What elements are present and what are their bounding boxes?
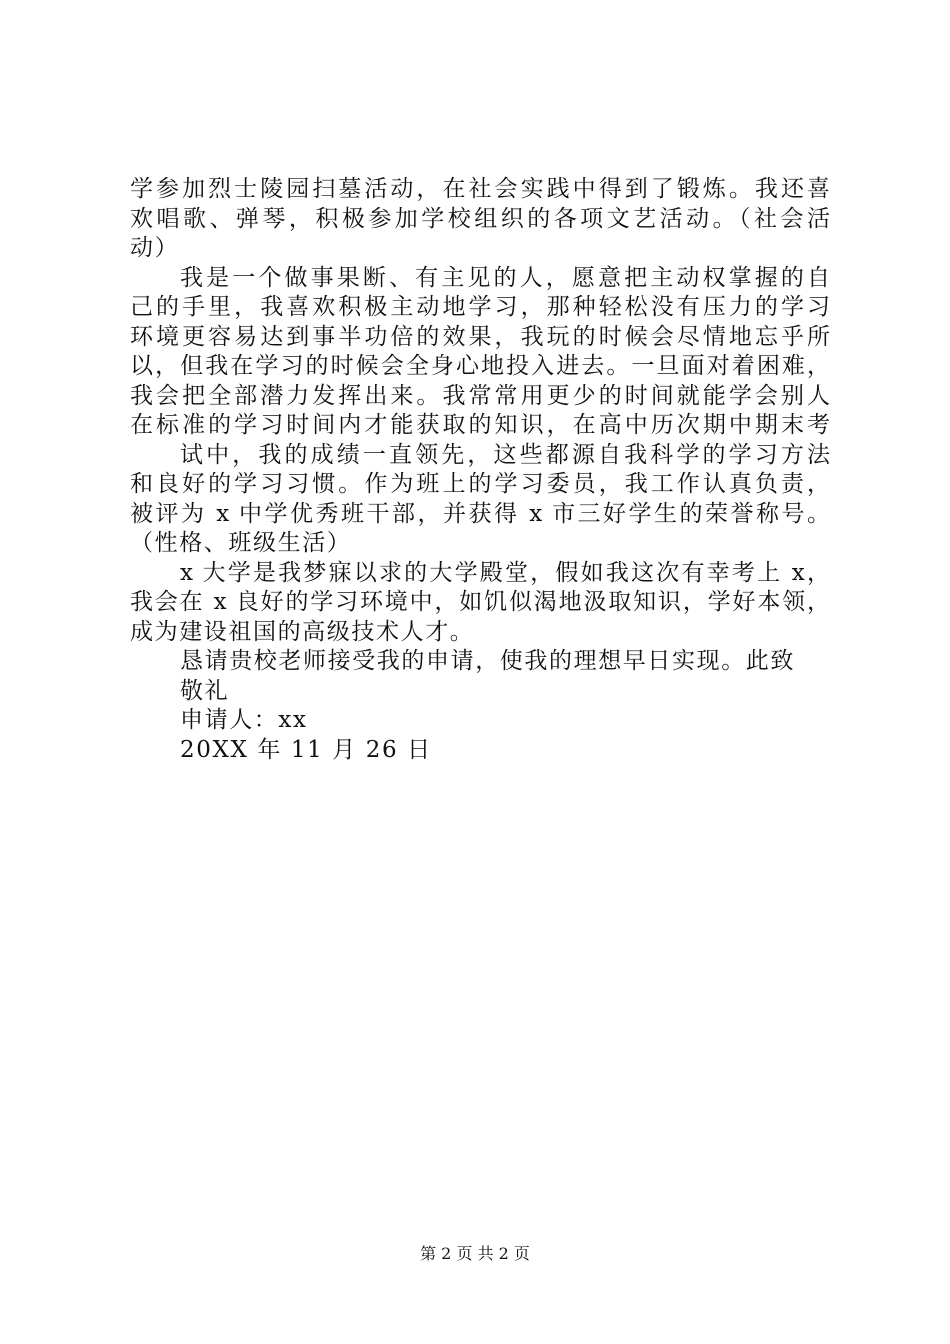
text-line: 被评为 x 中学优秀班干部，并获得 x 市三好学生的荣誉称号。 <box>130 500 830 527</box>
text-line: 敬礼 <box>180 677 230 704</box>
text-line: 我是一个做事果断、有主见的人，愿意把主动权掌握的自 <box>180 264 830 291</box>
text-line: 我会把全部潜力发挥出来。我常常用更少的时间就能学会别人 <box>130 382 830 409</box>
text-line: 以，但我在学习的时候会全身心地投入进去。一旦面对着困难， <box>130 353 830 379</box>
text-line: 20XX 年 11 月 26 日 <box>180 736 432 763</box>
text-line: 申请人：xx <box>180 707 308 733</box>
text-line: 我会在 x 良好的学习环境中，如饥似渴地汲取知识，学好本领， <box>130 589 830 615</box>
text-line: 和良好的学习习惯。作为班上的学习委员，我工作认真负责， <box>130 471 830 497</box>
text-line: 在标准的学习时间内才能获取的知识，在高中历次期中期末考 <box>130 412 830 438</box>
page-footer: 第 2 页 共 2 页 <box>420 1244 530 1263</box>
document-body <box>130 175 830 765</box>
text-line: 试中，我的成绩一直领先，这些都源自我科学的学习方法 <box>180 441 830 468</box>
text-line: 己的手里，我喜欢积极主动地学习，那种轻松没有压力的学习 <box>130 294 830 320</box>
text-line: 成为建设祖国的高级技术人才。 <box>130 618 475 645</box>
text-line: 环境更容易达到事半功倍的效果，我玩的时候会尽情地忘乎所 <box>130 323 830 350</box>
text-line: （性格、班级生活） <box>130 530 352 556</box>
text-line: 动） <box>130 235 180 261</box>
text-line: 恳请贵校老师接受我的申请，使我的理想早日实现。此致 <box>180 648 795 674</box>
text-line: 学参加烈士陵园扫墓活动，在社会实践中得到了锻炼。我还喜 <box>130 176 830 202</box>
text-line: x 大学是我梦寐以求的大学殿堂，假如我这次有幸考上 x， <box>180 559 830 586</box>
text-line: 欢唱歌、弹琴，积极参加学校组织的各项文艺活动。（社会活 <box>130 205 830 232</box>
